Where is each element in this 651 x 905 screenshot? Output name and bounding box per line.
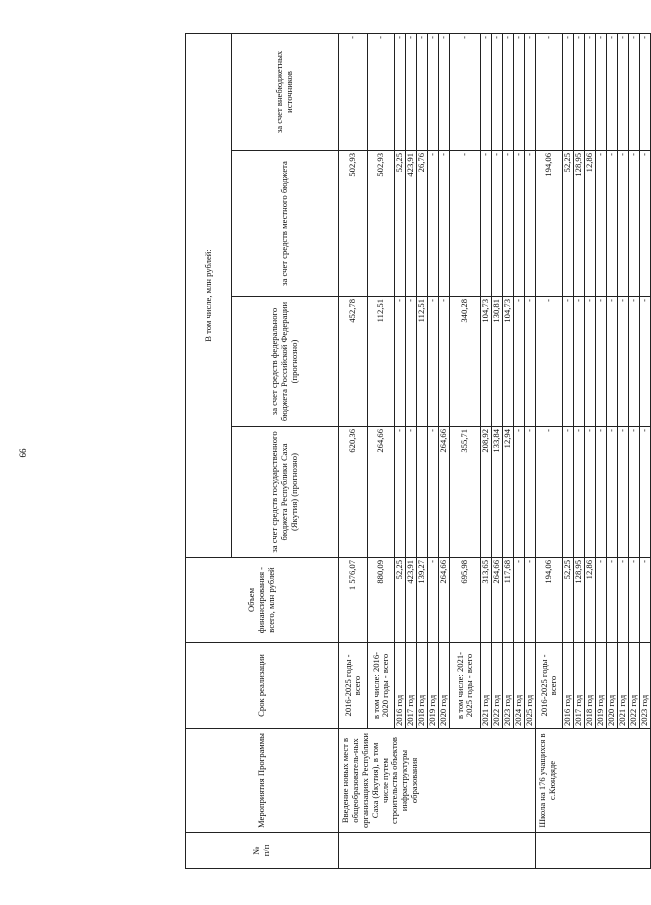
header-num: № п/п xyxy=(186,833,339,869)
local-budget-cell: - xyxy=(492,151,503,297)
volume-cell: - xyxy=(428,558,439,643)
volume-cell: - xyxy=(629,558,640,643)
offbudget-cell: - xyxy=(629,33,640,150)
state-budget-cell: - xyxy=(514,427,525,558)
period-cell: 2018 год xyxy=(417,643,428,729)
volume-cell: - xyxy=(618,558,629,643)
period-cell: 2022 год xyxy=(629,643,640,729)
local-budget-cell: - xyxy=(596,151,607,297)
offbudget-cell: - xyxy=(618,33,629,150)
period-cell: 2017 год xyxy=(574,643,585,729)
header-federal-budget: за счет средств федерального бюджета Российской Федерации (прогнозно) xyxy=(232,297,339,427)
offbudget-cell: - xyxy=(563,33,574,150)
federal-budget-cell: 112,51 xyxy=(368,297,395,427)
state-budget-cell: - xyxy=(395,427,406,558)
header-event: Мероприятия Программы xyxy=(186,729,339,833)
period-cell: 2019 год xyxy=(596,643,607,729)
period-cell: в том числе: 2021-2025 годы - всего xyxy=(450,643,481,729)
offbudget-cell: - xyxy=(525,33,536,150)
table-row xyxy=(339,33,368,868)
period-cell: 2017 год xyxy=(406,643,417,729)
period-cell: 2016-2025 годы - всего xyxy=(339,643,368,729)
state-budget-cell: - xyxy=(629,427,640,558)
local-budget-cell: 502,93 xyxy=(368,151,395,297)
local-budget-cell: 52,25 xyxy=(563,151,574,297)
local-budget-cell: - xyxy=(428,151,439,297)
local-budget-cell: - xyxy=(439,151,450,297)
period-cell: 2019 год xyxy=(428,643,439,729)
volume-cell: - xyxy=(596,558,607,643)
volume-cell: 117,68 xyxy=(503,558,514,643)
local-budget-cell: - xyxy=(607,151,618,297)
federal-budget-cell: 104,73 xyxy=(481,297,492,427)
state-budget-cell: - xyxy=(536,427,563,558)
local-budget-cell: - xyxy=(525,151,536,297)
row-number-cell xyxy=(339,833,536,869)
volume-cell: 264,66 xyxy=(492,558,503,643)
period-cell: 2016 год xyxy=(563,643,574,729)
state-budget-cell: - xyxy=(574,427,585,558)
federal-budget-cell: - xyxy=(563,297,574,427)
state-budget-cell: - xyxy=(640,427,651,558)
offbudget-cell: - xyxy=(514,33,525,150)
offbudget-cell: - xyxy=(607,33,618,150)
federal-budget-cell: - xyxy=(525,297,536,427)
federal-budget-cell: - xyxy=(536,297,563,427)
header-state-budget: за счет средств государственного бюджета Республики Саха (Якутия) (прогнозно) xyxy=(232,427,339,558)
period-cell: 2020 год xyxy=(607,643,618,729)
offbudget-cell: - xyxy=(503,33,514,150)
volume-cell: 1 576,07 xyxy=(339,558,368,643)
local-budget-cell: - xyxy=(618,151,629,297)
offbudget-cell: - xyxy=(368,33,395,150)
rotated-table-wrapper xyxy=(185,34,650,869)
event-name-cell: Введение новых мест в общеобразователь-ных организациях Республики Саха (Якутия), в том числе путем строительства объектов инфраструктуры образования xyxy=(339,729,536,833)
volume-cell: - xyxy=(640,558,651,643)
offbudget-cell: - xyxy=(536,33,563,150)
volume-cell: - xyxy=(525,558,536,643)
state-budget-cell: 264,66 xyxy=(439,427,450,558)
period-cell: 2024 год xyxy=(514,643,525,729)
period-cell: 2022 год xyxy=(492,643,503,729)
federal-budget-cell: - xyxy=(607,297,618,427)
volume-cell: 695,98 xyxy=(450,558,481,643)
local-budget-cell: 423,91 xyxy=(406,151,417,297)
state-budget-cell: - xyxy=(406,427,417,558)
volume-cell: 194,06 xyxy=(536,558,563,643)
period-cell: 2023 год xyxy=(640,643,651,729)
local-budget-cell: - xyxy=(640,151,651,297)
page-number: 66 xyxy=(18,448,28,458)
header-period: Срок реализации xyxy=(186,643,339,729)
local-budget-cell: 194,06 xyxy=(536,151,563,297)
period-cell: 2025 год xyxy=(525,643,536,729)
state-budget-cell: 620,36 xyxy=(339,427,368,558)
period-cell: 2021 год xyxy=(618,643,629,729)
federal-budget-cell: 112,51 xyxy=(417,297,428,427)
volume-cell: 12,86 xyxy=(585,558,596,643)
header-including: В том числе, млн рублей: xyxy=(186,33,232,557)
state-budget-cell: - xyxy=(525,427,536,558)
offbudget-cell: - xyxy=(395,33,406,150)
federal-budget-cell: - xyxy=(514,297,525,427)
period-cell: 2018 год xyxy=(585,643,596,729)
federal-budget-cell: - xyxy=(585,297,596,427)
volume-cell: 52,25 xyxy=(395,558,406,643)
volume-cell: 880,09 xyxy=(368,558,395,643)
federal-budget-cell: - xyxy=(640,297,651,427)
state-budget-cell: - xyxy=(585,427,596,558)
federal-budget-cell: - xyxy=(428,297,439,427)
offbudget-cell: - xyxy=(417,33,428,150)
state-budget-cell: - xyxy=(563,427,574,558)
state-budget-cell: 355,71 xyxy=(450,427,481,558)
state-budget-cell: - xyxy=(428,427,439,558)
header-volume: Объем финансирования - всего, млн рублей xyxy=(186,558,339,643)
federal-budget-cell: 452,78 xyxy=(339,297,368,427)
period-cell: 2021 год xyxy=(481,643,492,729)
local-budget-cell: - xyxy=(514,151,525,297)
offbudget-cell: - xyxy=(574,33,585,150)
volume-cell: 423,91 xyxy=(406,558,417,643)
table-row xyxy=(536,33,563,868)
federal-budget-cell: - xyxy=(629,297,640,427)
period-cell: 2023 год xyxy=(503,643,514,729)
offbudget-cell: - xyxy=(406,33,417,150)
federal-budget-cell: 130,81 xyxy=(492,297,503,427)
local-budget-cell: - xyxy=(481,151,492,297)
period-cell: 2016 год xyxy=(395,643,406,729)
header-offbudget: за счет внебюджетных источников xyxy=(232,33,339,150)
local-budget-cell: 12,86 xyxy=(585,151,596,297)
local-budget-cell: - xyxy=(629,151,640,297)
offbudget-cell: - xyxy=(596,33,607,150)
offbudget-cell: - xyxy=(428,33,439,150)
local-budget-cell: 26,76 xyxy=(417,151,428,297)
table-header xyxy=(186,33,339,868)
offbudget-cell: - xyxy=(492,33,503,150)
table-body xyxy=(339,33,651,868)
offbudget-cell: - xyxy=(481,33,492,150)
row-number-cell xyxy=(536,833,651,869)
federal-budget-cell: - xyxy=(596,297,607,427)
local-budget-cell: - xyxy=(450,151,481,297)
volume-cell: 139,27 xyxy=(417,558,428,643)
offbudget-cell: - xyxy=(339,33,368,150)
period-cell: 2016-2025 годы - всего xyxy=(536,643,563,729)
federal-budget-cell: - xyxy=(574,297,585,427)
volume-cell: 313,65 xyxy=(481,558,492,643)
state-budget-cell: - xyxy=(596,427,607,558)
local-budget-cell: 52,25 xyxy=(395,151,406,297)
state-budget-cell: - xyxy=(607,427,618,558)
header-local-budget: за счет средств местного бюджета xyxy=(232,151,339,297)
state-budget-cell xyxy=(417,427,428,558)
offbudget-cell: - xyxy=(585,33,596,150)
local-budget-cell: 128,95 xyxy=(574,151,585,297)
period-cell: в том числе: 2016-2020 годы - всего xyxy=(368,643,395,729)
offbudget-cell: - xyxy=(450,33,481,150)
local-budget-cell: 502,93 xyxy=(339,151,368,297)
volume-cell: 128,95 xyxy=(574,558,585,643)
financing-table xyxy=(185,33,651,869)
offbudget-cell: - xyxy=(640,33,651,150)
local-budget-cell: - xyxy=(503,151,514,297)
state-budget-cell: 264,66 xyxy=(368,427,395,558)
federal-budget-cell: - xyxy=(406,297,417,427)
state-budget-cell: 208,92 xyxy=(481,427,492,558)
event-name-cell: Школа на 176 учащихся в с.Кюндяде xyxy=(536,729,651,833)
offbudget-cell: - xyxy=(439,33,450,150)
federal-budget-cell: - xyxy=(395,297,406,427)
volume-cell: 264,66 xyxy=(439,558,450,643)
state-budget-cell: 12,94 xyxy=(503,427,514,558)
volume-cell: - xyxy=(607,558,618,643)
federal-budget-cell: 104,73 xyxy=(503,297,514,427)
period-cell: 2020 год xyxy=(439,643,450,729)
state-budget-cell: 133,84 xyxy=(492,427,503,558)
volume-cell: - xyxy=(514,558,525,643)
federal-budget-cell: - xyxy=(618,297,629,427)
federal-budget-cell: - xyxy=(439,297,450,427)
volume-cell: 52,25 xyxy=(563,558,574,643)
federal-budget-cell: 340,28 xyxy=(450,297,481,427)
state-budget-cell: - xyxy=(618,427,629,558)
